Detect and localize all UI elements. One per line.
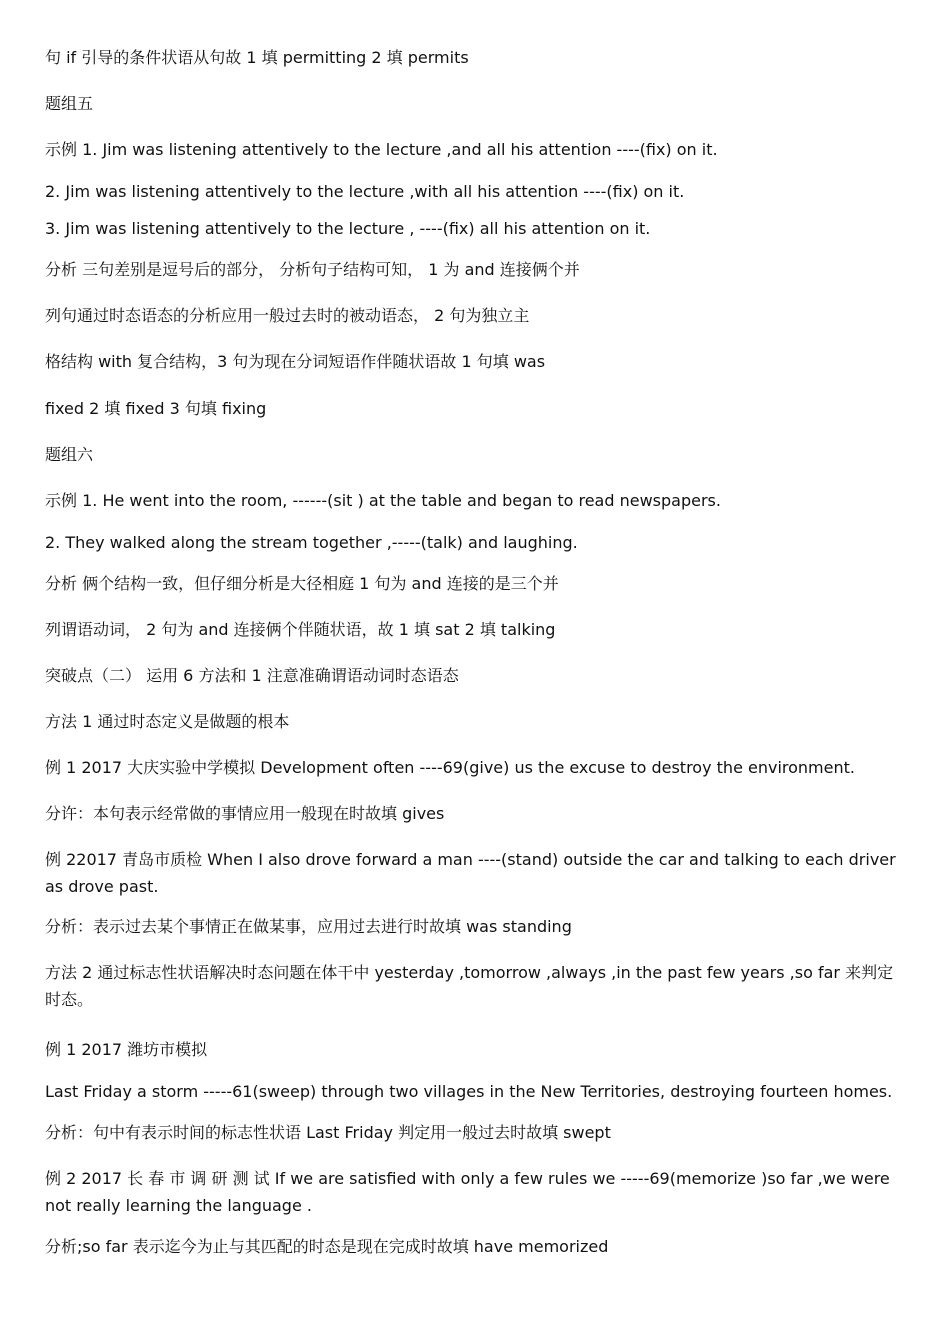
analysis-line-3: 格结构 with 复合结构，3 句为现在分词短语作伴随状语故 1 句填 was xyxy=(45,352,546,371)
text-line-1: 句 if 引导的条件状语从句故 1 填 permitting 2 填 permits xyxy=(45,48,469,67)
method-1-heading: 方法 1 通过时态定义是做题的根本 xyxy=(45,712,290,731)
analysis-line-2: 列句通过时态语态的分析应用一般过去时的被动语态， 2 句为独立主 xyxy=(45,306,530,325)
section-heading-group-5: 题组五 xyxy=(45,94,94,113)
analysis-was-standing: 分析：表示过去某个事情正在做某事，应用过去进行时故填 was standing xyxy=(45,917,572,936)
example-sentence-storm: Last Friday a storm -----61(sweep) through two villages in the New Territories, destroying fourteen homes. xyxy=(45,1082,893,1101)
breakthrough-heading: 突破点（二） 运用 6 方法和 1 注意准确谓语动词时态语态 xyxy=(45,666,459,685)
example-sentence-3: 3. Jim was listening attentively to the lecture , ----(fix) all his attention on it. xyxy=(45,219,651,238)
example-sentence-4: 示例 1. He went into the room, ------(sit ) at the table and began to read newspapers. xyxy=(45,491,721,510)
example-sentence-5: 2. They walked along the stream together ,-----(talk) and laughing. xyxy=(45,533,578,552)
example-2-changchun: 例 2 2017 长 春 市 调 研 测 试 If we are satisfied with only a few rules we -----69(memorize )so far ,we were not really learning the language . xyxy=(45,1169,890,1215)
analysis-have-memorized: 分析;so far 表示迄今为止与其匹配的时态是现在完成时故填 have memorized xyxy=(45,1237,609,1256)
method-2-heading: 方法 2 通过标志性状语解决时态问题在体干中 yesterday ,tomorrow ,always ,in the past few years ,so far 来判定时态。 xyxy=(45,963,894,1009)
analysis-line-6: 列谓语动词， 2 句为 and 连接俩个伴随状语，故 1 填 sat 2 填 talking xyxy=(45,620,556,639)
analysis-line-5: 分析 俩个结构一致，但仔细分析是大径相庭 1 句为 and 连接的是三个并 xyxy=(45,574,559,593)
analysis-line-1: 分析 三句差别是逗号后的部分， 分析句子结构可知， 1 为 and 连接俩个并 xyxy=(45,260,580,279)
example-sentence-1: 示例 1. Jim was listening attentively to the lecture ,and all his attention ----(fix) on it. xyxy=(45,140,718,159)
analysis-line-4: fixed 2 填 fixed 3 句填 fixing xyxy=(45,399,267,418)
example-sentence-2: 2. Jim was listening attentively to the lecture ,with all his attention ----(fix) on it. xyxy=(45,182,685,201)
analysis-gives: 分许：本句表示经常做的事情应用一般现在时故填 gives xyxy=(45,804,445,823)
section-heading-group-6: 题组六 xyxy=(45,445,94,464)
example-1-daqing: 例 1 2017 大庆实验中学模拟 Development often ----69(give) us the excuse to destroy the environment. xyxy=(45,758,855,777)
analysis-swept: 分析：句中有表示时间的标志性状语 Last Friday 判定用一般过去时故填 swept xyxy=(45,1123,611,1142)
example-2-qingdao: 例 22017 青岛市质检 When I also drove forward a man ----(stand) outside the car and talking to each driver as drove past. xyxy=(45,850,896,896)
example-1-weifang: 例 1 2017 潍坊市模拟 xyxy=(45,1040,208,1059)
